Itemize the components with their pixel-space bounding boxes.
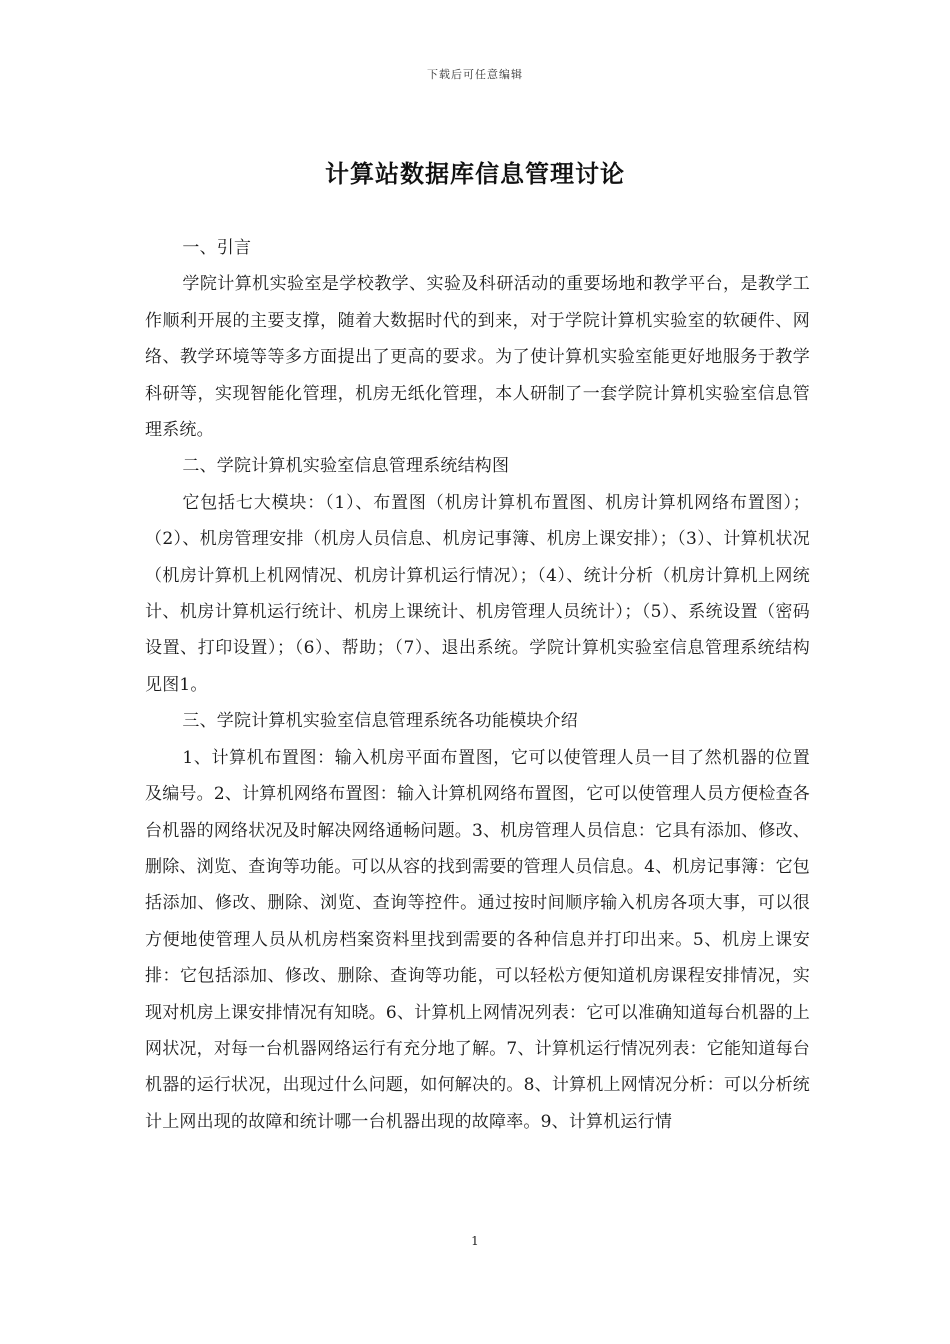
section-heading-modules: 三、学院计算机实验室信息管理系统各功能模块介绍 bbox=[182, 711, 578, 732]
document-body bbox=[145, 230, 810, 1140]
paragraph-modules: 1、计算机布置图：输入机房平面布置图，它可以使管理人员一目了然机器的位置及编号。2、计算机网络布置图：输入计算机网络布置图，它可以使管理人员方便检查各台机器的网络状况及时解决网络通畅问题。3、机房管理人员信息：它具有添加、修改、删除、浏览、查询等功能。可以从容的找到需要的管理人员信息。4、机房记事簿：它包括添加、修改、删除、浏览、查询等控件。通过按时间顺序输入机房各项大事，可以很方便地使管理人员从机房档案资料里找到需要的各种信息并打印出来。5、机房上课安排：它包括添加、修改、删除、查询等功能，可以轻松方便知道机房课程安排情况，实现对机房上课安排情况有知晓。6、计算机上网情况列表：它可以准确知道每台机器的上网状况，对每一台机器网络运行有充分地了解。7、计算机运行情况列表：它能知道每台机器的运行状况，出现过什么问题，如何解决的。8、计算机上网情况分析：可以分析统计上网出现的故障和统计哪一台机器出现的故障率。9、计算机运行情 bbox=[145, 747, 810, 1132]
paragraph-introduction: 学院计算机实验室是学校教学、实验及科研活动的重要场地和教学平台，是教学工作顺利开展的主要支撑，随着大数据时代的到来，对于学院计算机实验室的软硬件、网络、教学环境等等多方面提出了更高的要求。为了使计算机实验室能更好地服务于教学科研等，实现智能化管理，机房无纸化管理，本人研制了一套学院计算机实验室信息管理系统。 bbox=[145, 274, 810, 441]
page-number: 1 bbox=[471, 1234, 479, 1248]
section-heading-structure: 二、学院计算机实验室信息管理系统结构图 bbox=[182, 456, 510, 477]
header-note: 下载后可任意编辑 bbox=[427, 68, 523, 81]
document-title: 计算站数据库信息管理讨论 bbox=[325, 160, 625, 188]
section-heading-introduction: 一、引言 bbox=[182, 238, 252, 258]
paragraph-structure: 它包括七大模块：（1）、布置图（机房计算机布置图、机房计算机网络布置图）；（2）、机房管理安排（机房人员信息、机房记事簿、机房上课安排）；（3）、计算机状况（机房计算机上机网情况、机房计算机运行情况）；（4）、统计分析（机房计算机上网统计、机房计算机运行统计、机房上课统计、机房管理人员统计）；（5）、系统设置（密码设置、打印设置）；（6）、帮助；（7）、退出系统。学院计算机实验室信息管理系统结构见图1。 bbox=[145, 492, 810, 695]
